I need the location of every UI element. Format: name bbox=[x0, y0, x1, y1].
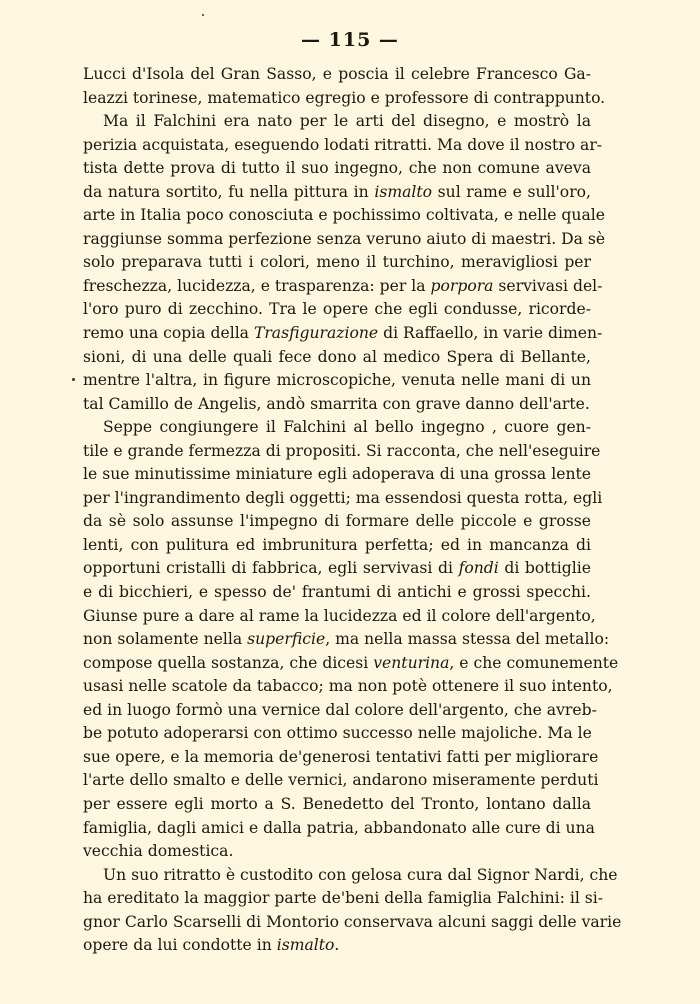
text-line: per essere egli morto a S. Benedetto del Tronto, lontano dalla bbox=[83, 794, 591, 813]
body-text bbox=[83, 63, 622, 958]
text-line: leazzi torinese, matematico egregio e professore di contrappunto. bbox=[83, 88, 606, 107]
text-line: sue opere, e la memoria de'generosi tentativi fatti per migliorare bbox=[83, 747, 599, 766]
text-line: usasi nelle scatole da tabacco; ma non potè ottenere il suo intento, bbox=[83, 677, 613, 696]
paragraph bbox=[83, 63, 606, 110]
text-line: per l'ingrandimento degli oggetti; ma essendosi questa rotta, egli bbox=[83, 488, 603, 507]
text-line: tista dette prova di tutto il suo ingegno, che non comune aveva bbox=[83, 159, 591, 178]
paragraph bbox=[83, 864, 622, 958]
text-line: ha ereditato la maggior parte de'beni della famiglia Falchini: il si- bbox=[83, 889, 604, 908]
text-line: Lucci d'Isola del Gran Sasso, e poscia il celebre Francesco Ga- bbox=[83, 65, 591, 83]
text-line: remo una copia della Trasfigurazione di Raffaello, in varie dimen- bbox=[83, 324, 603, 343]
text-line: Un suo ritratto è custodito con gelosa cura dal Signor Nardi, che bbox=[103, 865, 618, 884]
italic-term: fondi bbox=[458, 559, 499, 578]
text-line: da natura sortito, fu nella pittura in ismalto sul rame e sull'oro, bbox=[83, 182, 591, 201]
text-line: opere da lui condotte in ismalto. bbox=[83, 936, 340, 955]
text-line: l'arte dello smalto e delle vernici, andarono miseramente perduti bbox=[83, 771, 599, 790]
text-line: l'oro puro di zecchino. Tra le opere che egli condusse, ricorde- bbox=[83, 300, 591, 319]
text-line: famiglia, dagli amici e dalla patria, abbandonato alle cure di una bbox=[83, 818, 595, 837]
paragraph bbox=[83, 110, 606, 416]
text-line: da sè solo assunse l'impegno di formare delle piccole e grosse bbox=[83, 512, 591, 531]
text-line: tal Camillo de Angelis, andò smarrita con grave danno dell'arte. bbox=[83, 394, 590, 413]
text-line: arte in Italia poco conosciuta e pochissimo coltivata, e nelle quale bbox=[83, 206, 605, 225]
italic-term: ismalto bbox=[374, 182, 433, 201]
text-line: vecchia domestica. bbox=[83, 842, 234, 861]
text-line: Giunse pure a dare al rame la lucidezza ed il colore dell'argento, bbox=[83, 606, 596, 625]
italic-term: venturina bbox=[373, 653, 450, 672]
text-line: tile e grande fermezza di propositi. Si racconta, che nell'eseguire bbox=[83, 441, 601, 460]
text-line: raggiunse somma perfezione senza veruno aiuto di maestri. Da sè bbox=[83, 229, 606, 248]
text-line: solo preparava tutti i colori, meno il turchino, meravigliosi per bbox=[83, 253, 591, 272]
text-line: lenti, con pulitura ed imbrunitura perfetta; ed in mancanza di bbox=[83, 535, 591, 554]
text-line: le sue minutissime miniature egli adoperava di una grossa lente bbox=[83, 465, 591, 484]
text-line: be potuto adoperarsi con ottimo successo nelle majoliche. Ma le bbox=[83, 724, 592, 743]
text-line: opportuni cristalli di fabbrica, egli servivasi di fondi di bottiglie bbox=[83, 559, 591, 578]
page-number: — 115 — bbox=[301, 29, 399, 51]
text-line: Ma il Falchini era nato per le arti del disegno, e mostrò la bbox=[103, 112, 591, 131]
text-line: Seppe congiungere il Falchini al bello ingegno , cuore gen- bbox=[103, 418, 591, 437]
text-line: non solamente nella superficie, ma nella massa stessa del metallo: bbox=[83, 630, 610, 649]
text-line: perizia acquistata, eseguendo lodati ritratti. Ma dove il nostro ar- bbox=[83, 135, 603, 154]
text-line: ed in luogo formò una vernice dal colore dell'argento, che avreb- bbox=[83, 700, 597, 719]
text-line: sioni, di una delle quali fece dono al medico Spera di Bellante, bbox=[83, 347, 591, 366]
text-line: e di bicchieri, e spesso de' frantumi di antichi e grossi specchi. bbox=[83, 583, 591, 602]
italic-term: ismalto bbox=[276, 936, 335, 955]
text-line: freschezza, lucidezza, e trasparenza: per la porpora servivasi del- bbox=[83, 276, 603, 295]
italic-term: Trasfigurazione bbox=[253, 324, 379, 343]
text-line: mentre l'altra, in figure microscopiche, venuta nelle mani di un bbox=[83, 371, 591, 390]
ink-speck bbox=[72, 378, 75, 381]
ink-speck bbox=[202, 14, 204, 16]
italic-term: superficie bbox=[247, 630, 326, 649]
text-line: compose quella sostanza, che dicesi venturina, e che comunemente bbox=[83, 653, 619, 672]
paragraph bbox=[83, 416, 619, 863]
italic-term: porpora bbox=[430, 276, 494, 295]
text-line: gnor Carlo Scarselli di Montorio conservava alcuni saggi delle varie bbox=[83, 912, 622, 931]
